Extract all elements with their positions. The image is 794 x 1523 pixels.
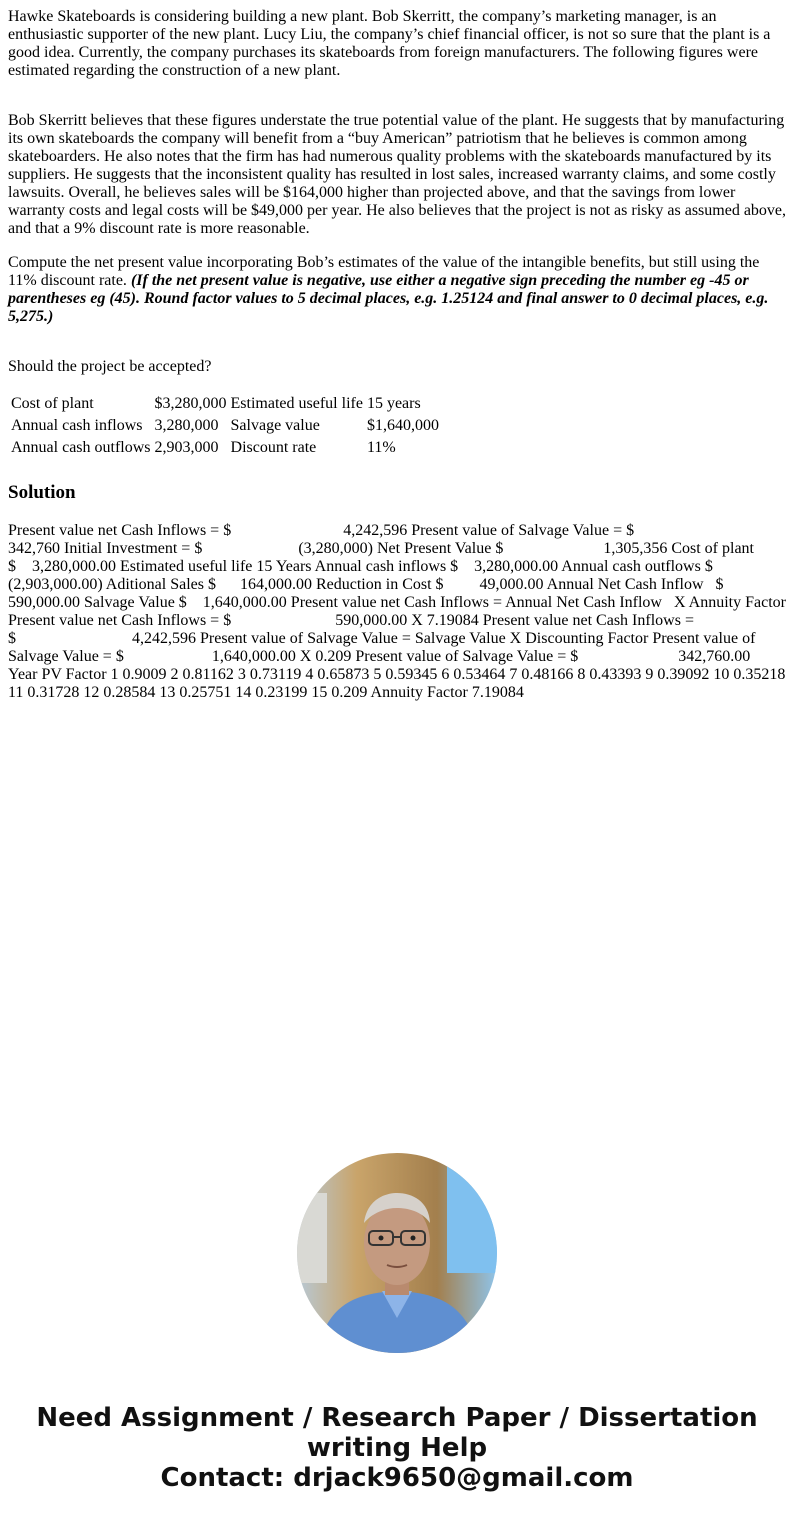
instruction-text: Compute the net present value incorporating Bob’s estimates of the value of the intangible benefits, but still using the 11% discount rate. xyxy=(8,254,760,289)
contact-banner xyxy=(0,1403,794,1493)
banner-line-1: Need Assignment / Research Paper / Dissertation xyxy=(36,1403,758,1433)
table-row xyxy=(10,394,440,414)
solution-heading: Solution xyxy=(8,482,76,503)
table-cell: Annual cash inflows xyxy=(11,417,143,434)
table-cell: Estimated useful life xyxy=(230,395,363,412)
facts-table xyxy=(8,392,442,460)
table-cell: 3,280,000 xyxy=(154,417,219,434)
table-cell: $1,640,000 xyxy=(366,417,439,434)
solution-text: 1,305,356 Cost of plant xyxy=(603,540,754,557)
intro-paragraph-1: Hawke Skateboards is considering building a new plant. Bob Skerritt, the company’s marketing manager, is an enthusiastic supporter of the new plant. Lucy Liu, the company’s chief financial officer, is not so sure that the plant is a good idea. Currently, the company purchases its skateboards from foreign manufacturers. The following figures were estimated regarding the construction of a new plant. xyxy=(8,8,771,79)
author-portrait-image xyxy=(297,1153,497,1353)
intro-paragraph-2: Bob Skerritt believes that these figures understate the true potential value of the plant. He suggests that by manufacturing its own skateboards the company will benefit from a “buy American” patriotism that he believes is common among skateboarders. He also notes that the firm has had numerous quality problems with the skateboards manufactured by its suppliers. He suggests that the inconsistent quality has resulted in lost sales, increased warranty claims, and some costly lawsuits. Overall, he believes sales will be $164,000 higher than projected above, and that the savings from lower warranty costs and legal costs will be $49,000 per year. He also believes that the project is not as risky as assumed above, and that a 9% discount rate is more reasonable. xyxy=(8,112,787,237)
solution-text: 342,760.00 xyxy=(678,648,751,665)
table-row xyxy=(10,438,440,458)
solution-text: (2,903,000.00) Aditional Sales $ 164,000.00 Reduction in Cost $ 49,000.00 Annual Net Cash Inflow $ xyxy=(8,576,724,593)
table-cell: 2,903,000 xyxy=(154,439,219,456)
rounding-instruction: (If the net present value is negative, use either a negative sign preceding the number eg -45 or parentheses eg (45). Round factor values to 5 decimal places, e.g. 1.25124 and final answer to 0 decimal places, e.g. 5,275.) xyxy=(8,272,769,325)
banner-line-2: writing Help xyxy=(306,1433,488,1463)
table-cell: 11% xyxy=(366,439,396,456)
table-cell: Salvage value xyxy=(230,417,320,434)
solution-text: 4,242,596 Present value of Salvage Value = Salvage Value X Discounting Factor Present value of xyxy=(132,630,756,647)
table-cell: Discount rate xyxy=(230,439,317,456)
table-cell: $3,280,000 xyxy=(154,395,227,412)
solution-text: 11 0.31728 12 0.28584 13 0.25751 14 0.23199 15 0.209 Annuity Factor 7.19084 xyxy=(8,684,524,701)
table-cell: 15 years xyxy=(366,395,421,412)
document-page xyxy=(0,0,794,702)
solution-text: 342,760 Initial Investment = $ xyxy=(8,540,203,557)
solution-text: 1,640,000.00 X 0.209 Present value of Salvage Value = $ xyxy=(211,648,579,665)
solution-body xyxy=(8,522,786,702)
question-text: Should the project be accepted? xyxy=(8,358,212,375)
solution-text: Year PV Factor 1 0.9009 2 0.81162 3 0.73119 4 0.65873 5 0.59345 6 0.53464 7 0.48166 8 0.43393 9 0.39092 10 0.35218 xyxy=(8,666,786,683)
solution-text: Present value net Cash Inflows = $ xyxy=(8,522,232,539)
solution-text: $ xyxy=(8,630,16,647)
table-cell: Annual cash outflows xyxy=(11,439,151,456)
author-photo xyxy=(297,1153,497,1353)
solution-text: $ 3,280,000.00 Estimated useful life 15 Years Annual cash inflows $ 3,280,000.00 Annual cash outflows $ xyxy=(8,558,713,575)
solution-text: 4,242,596 Present value of Salvage Value = $ xyxy=(343,522,635,539)
banner-contact-email: Contact: drjack9650@gmail.com xyxy=(160,1463,634,1493)
solution-text: 590,000.00 Salvage Value $ 1,640,000.00 Present value net Cash Inflows = Annual Net Cash Inflow X Annuity Factor xyxy=(8,594,786,611)
table-cell: Cost of plant xyxy=(11,395,94,412)
solution-text: Present value net Cash Inflows = $ xyxy=(8,612,232,629)
intro-paragraph-3 xyxy=(8,254,786,326)
solution-text: 590,000.00 X 7.19084 Present value net Cash Inflows = xyxy=(335,612,694,629)
table-row xyxy=(10,416,440,436)
solution-text: Salvage Value = $ xyxy=(8,648,124,665)
solution-text: (3,280,000) Net Present Value $ xyxy=(298,540,504,557)
